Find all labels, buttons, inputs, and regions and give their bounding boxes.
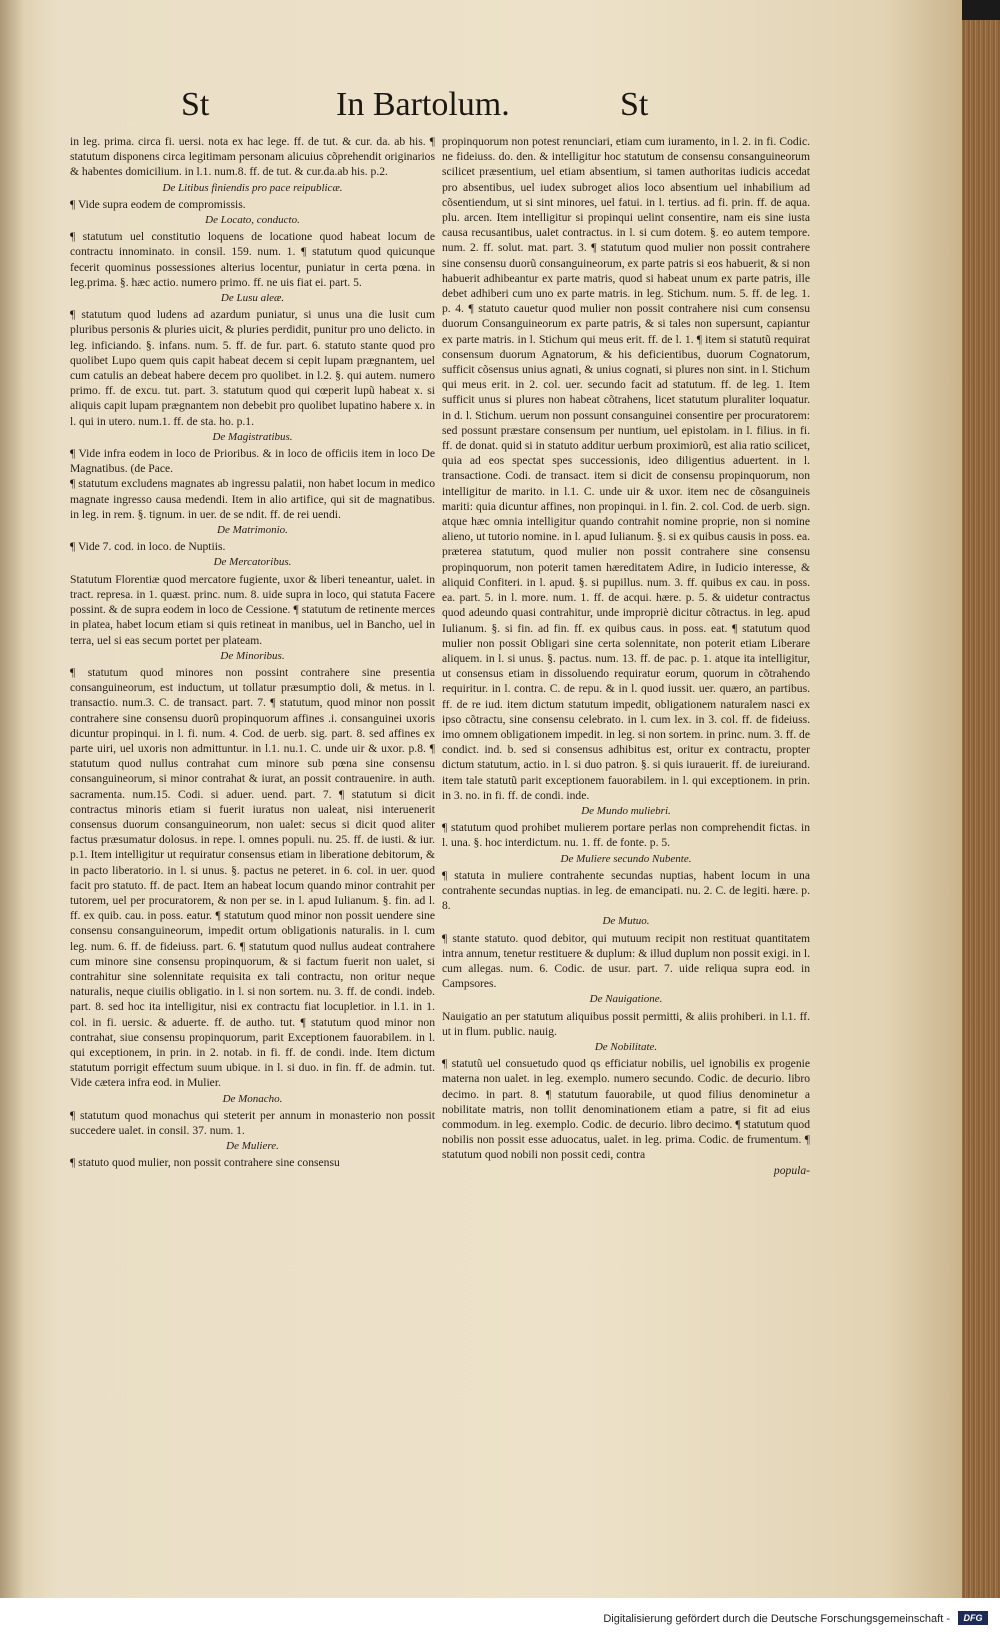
paragraph: ¶ Vide supra eodem de compromissis. [70, 197, 246, 211]
paragraph: ¶ stante statuto. quod debitor, qui mutuum recipit non restituat quantitatem intra annum, tenetur restituere & duplum: & illud duplum non possit exigi. in l. cum allegas. num. 6. Codic. de usur. part. 7. uide reliqua supra eod. in Campsores. [442, 931, 810, 991]
running-header [0, 86, 962, 136]
paragraph: ¶ Vide 7. cod. in loco. de Nuptiis. [70, 540, 226, 554]
header-right-letters: St [620, 86, 649, 123]
paragraph: Nauigatio an per statutum aliquibus possit permitti, & aliis prohiberi. in l.1. ff. ut in flum. public. nauig. [442, 1009, 810, 1038]
header-title: In Bartolum. [336, 86, 510, 123]
paragraph: ¶ statutum quod prohibet mulierem portare perlas non comprehendit fictas. in l. una. §. hoc interdictum. nu. 1. ff. de fonte. p. 5. [442, 821, 810, 850]
spine-shadow [0, 0, 24, 1598]
section-heading: De Muliere. [226, 1140, 279, 1153]
section-heading: De Locato, conducto. [205, 214, 300, 227]
paragraph: ¶ statutum quod monachus qui steterit per annum in monasterio non possit succedere ualet. in consil. 37. num. 1. [70, 1108, 435, 1137]
footer-credit: Digitalisierung gefördert durch die Deutsche Forschungsgemeinschaft - [603, 1613, 950, 1625]
paragraph: propinquorum non potest renunciari, etiam cum iuramento, in l. 2. in fi. Codic. ne fideiuss. do. den. & intelligitur hoc statutum de consensu consanguineorum scilicet præsentium, uel etiam absentium, si tamen authoritas iudicis accedat pro absentibus, uel iudex subroget alios loco absentium uel inhabilium ad cõsentiendum, ut si sint minores, uel fatui. in l. tertius. ad fi. prin. ff. de aqua. plu. arcen. Item intelligitur si propinqui uelint consentire, nam eis sine iusta causa recusantibus, ualet contractus. in l. si cum dotem. §. eo autem tempore. num. 2. ff. solut. mat. part. 3. ¶ statutum quod mulier non possit contrahere sine consensu duorũ consanguineorum, ex parte patris si eos habuerit, & si non habuerit adhibeantur ex parte matris, quod si habeat unum ex parte patris, ille debet adhiberi cum uno ex parte matris. in leg. Stichum. num. 5. ff. de leg. 1. p. 4. ¶ statuto cauetur quod mulier non possit contrahere nisi cum consensu duorum Consanguineorum ex parte patris, & si tales non supersunt, capiantur ex parte matris. in l. Stichum qui meus erit. ff. de l. 1. ¶ item si statutũ requirat consensum duorum Agnatorum, & his deficientibus, duorum Cognatorum, sufficit cõsensus unius agnati, & unius cognati, si plures non sint. in l. Stichum qui meus erit. in 2. col. uer. secundo facit ad statutum. ff. de leg. 1. Item sufficit unus si plures non habeat cõtrahens, licet statutum pluraliter loquatur. in d. l. Stichum. uerum non possunt consanguinei consentire per procuratorem: sed possunt præstare consensum per nuntium, uel epistolam. in l. filius. in fi. ff. de donat. quid si in statuto additur uerbum proximiorũ, est alia ratio scilicet, quia ad eos spectat spes successionis, ideo diligentius aduertent. in l. transactione. Codi. de transact. item si dicit de consensu propinquorum, non intelligitur de marito. in l.1. C. unde uir & uxor. item nec de cõsanguineis mariti: quia dicuntur affines, non propinqui. in l. fin. 2. col. Cod. de uerb. sign. atque hæc omnia intelligitur quando contrahit nomine proprie, non si nomine alieno, ut tutorio nomine. in l. apud Iulianum. §. si ex quibus causis in poss. ea. præterea statutum, quod mulier non possit contrahere sine consensu propinquorum, non poterit tamen hæreditatem Adire, in Iudicio interesse, & aliquid Confiteri. in l. apud. §. si pupillus. num. 3. ff. quibus ex cau. in poss. ea. part. 5. in l. more. num. 1. ff. de acqui. hære. p. 5. & uidetur contractus quod adeundo quasi contrahitur, unde impropriè dicitur cõtractus. in leg. apud Iulianum. §. si fin. ad fin. ff. ex quibus caus. in poss. eat. ¶ statutum quod mulier non possit Obligari sine certa solennitate, non poterit etiam Liberare aliquem. in l. si unus. §. pactus. num. 13. ff. de pac. p. 1. atque ita intelligitur, ut consensus etiam in dissoluendo requiratur eorum, quorum in cõtrahendo requiritur. in l. contra. C. de repu. & in l. quod iussit. uer. quæro, an partibus. ff. de re iud. item dictum statutum impedit, obligationem naturalem nasci ex ipso cõtractu, sine consensu celebrato. in l. cum lex. in 3. col. ff. de fideiuss. imo omnem obligationem impedit. in leg. si non sortem. in princ. num. 3. ff. de condict. ind. b. sed si consensus adhibitus est, oritur ex contractu, propter dictum statutum, actio. in l. si duo patron. §. si quis iurauerit. ff. de iureiurand. item tale statutũ parit exceptionem fauorabilem. in l. qui exceptionem. in prin. in 3. no. in fi. ff. de condi. inde. [442, 135, 810, 802]
section-heading: De Nauigatione. [589, 993, 663, 1006]
catchword: popula- [773, 1163, 810, 1177]
section-heading: De Lusu aleæ. [220, 292, 285, 305]
paragraph: ¶ statutum quod minores non possint contrahere sine presentia consanguineorum, est inductum, ut tollatur præsumptio doli, & metus. in l. transactio. num.3. C. de transact. part. 7. ¶ statutum, quod minor non possit contrahere sine consensu duorũ propinquorum affines .i. consanguinei uxoris dicuntur propinqui. in l. fi. num. 4. Cod. de uerb. sig. part. 8. sed affines ex parte uiri, uel uxoris non admittuntur. in l.1. nu.1. C. unde uir & uxor. p.8. ¶ statutum quod nullus contrahat cum minore sub pœna sine consensu consanguineorum, si minor contrahat & iurat, an possit contrauenire. in auth. sacramenta. num.15. Codi. si aduer. uend. part. 7. ¶ statutum si dicit contractus minoris etiam si fuerit iuratus non ualeat, nisi interuenerit consensus duorum consanguineorum, non ualet: secus si dicit quod aliter factus præsumatur dolosus. in repe. l. omnes populi. nu. 25. ff. de iusti. & iur. p.1. Item intelligitur ut requiratur consensus etiam in liberatione debitorum, & in pacto liberatorio. in l. si unus. §. pactus ne peteret. in 6. col. in uer. quod facit pro statuto. ff. de pact. Item an habeat locum quando minor contrahit per tutorem, uel per procuratorem, & non per se. in l. apud Iulianum. §. fin. ad l. ff. ex quib. cau. in poss. eatur. ¶ statutum quod minor non possit uendere sine consensu consanguineorum, impedit ortum obligationis naturalis. in l. cum leg. num. 6. ff. de fideiuss. part. 6. ¶ statutum quod nullus audeat contrahere cum minore sine consensu propinquorum, & si factum fuerit non ualet, si contrahitur sine solennitate requisita ex tali contractu, non oritur neque naturalis, neque ciuilis obligatio. in l. si non sortem. nu. 3. ff. de condi. indeb. part. 8. sed hoc ita intelligitur, nisi ex contractu fiat locupletior. in l.1. in 1. col. in fi. uersic. & aduerte. ff. de autho. tut. ¶ statutum quod minor non contrahat, siue consensu propinquorum, parit Exceptionem fauorabilem. in l. qui exceptionem, in prin. in 2. notab. in fi. ff. de condi. inde. Item dictum statutum porrigit effectum suum ubique. in l. si duo. in fin. ff. de admin. tut. Vide cætera infra eod. in Mulier. [70, 665, 435, 1090]
section-heading: De Magistratibus. [212, 430, 293, 443]
left-column [70, 134, 435, 1171]
paragraph: ¶ statuta in muliere contrahente secundas nuptias, habent locum in una contrahente secundas nuptias. in leg. de emancipati. nu. 2. C. de legiti. hære. p. 8. [442, 868, 810, 913]
section-heading: De Monacho. [222, 1092, 283, 1105]
header-left-letters: St [181, 86, 210, 123]
paragraph: ¶ Vide infra eodem in loco de Prioribus. & in loco de officiis item in loco De Magnatibus. (de Pace. [70, 447, 435, 476]
section-heading: De Mutuo. [602, 915, 650, 928]
section-heading: De Nobilitate. [594, 1040, 658, 1053]
section-heading: De Matrimonio. [217, 524, 288, 537]
book-fore-edge [962, 20, 1000, 1598]
paragraph: ¶ statutum uel constitutio loquens de locatione quod habeat locum de contractu innominato. in consil. 159. num. 1. ¶ statutum quod quicunque fecerit quominus possessiones alterius locentur, puniatur in certa pœna. in leg.prima. §. hæc actio. numero primo. ff. ne uis fiat ei. part. 5. [70, 230, 435, 289]
section-heading: De Mercatoribus. [213, 556, 292, 569]
section-heading: De Litibus finiendis pro pace reipublicæ. [162, 181, 343, 194]
section-heading: De Minoribus. [220, 649, 285, 662]
paragraph: Statutum Florentiæ quod mercatore fugiente, uxor & liberi teneantur, ualet. in tract. represa. in 1. quæst. princ. num. 8. uide supra in loco, qui statuta Facere possint. & de supra eodem in loco de Cessione. ¶ statutum de retinente merces in platea, habet locum etiam si quis retineat in manibus, uel in Bancho, uel in terra, uel si eas secum portet per plateam. [70, 572, 435, 647]
paragraph: ¶ statuto quod mulier, non possit contrahere sine consensu [70, 1156, 340, 1170]
section-heading: De Mundo muliebri. [581, 804, 671, 817]
digitization-footer [0, 1598, 1000, 1635]
paragraph: ¶ statutum quod ludens ad azardum puniatur, si unus una die lusit cum pluribus personis & pluries uicit, & pluries perdidit, punitur pro uno delicto. in leg. inficiando. §. infans. num. 5. ff. de fur. part. 6. statuto stante quod pro quolibet Lupo quem quis capit habeat decem si cepit lupam prægnantem, uel cum catulis an debeat habere decem pro quolibet. in l.2. §. qui autem. numero primo. ff. de excu. tut. part. 3. statutum quod qui cœperit lupũ habeat x. si aliquis capit lupam prægnantem non debebit pro quolibet lupatino habere x. in l. qui in utero. num.1. ff. de sta. ho. p.1. [70, 308, 435, 428]
right-column [442, 134, 810, 1178]
paragraph: ¶ statutũ uel consuetudo quod qs efficiatur nobilis, uel ignobilis ex progenie materna non ualet. in leg. exemplo. numero secundo. Codic. de decurio. libro decimo. in part. 8. ¶ statutum fauorabile, ut quod filius denominetur a nobilitate matris, non tollit denominationem etiam a patre, si fit ad eius commodum. in leg. exemplo. Codic. de decurio. libro decimo. ¶ statutum quod nobilis non possit esse aduocatus, ualet. in leg. prima. Codic. de frumentum. ¶ statutum quod nobili non possit cedi, contra [442, 1057, 810, 1162]
section-heading: De Muliere secundo Nubente. [560, 852, 692, 865]
paragraph: ¶ statutum excludens magnates ab ingressu palatii, non habet locum in medico magnate ingresso causa medendi. Item in alio artifice, qui sit de magnatibus. in leg. in rem. §. tignum. in uer. de se ndit. ff. de rei uendi. [70, 477, 435, 521]
paragraph: in leg. prima. circa fi. uersi. nota ex hac lege. ff. de tut. & cur. da. ab his. ¶ statutum disponens circa legitimam personam alicuius cõprehendit originarios & habentes domicilium. in l.1. num.8. ff. de tut. & cur.da.ab his. p.2. [70, 135, 435, 179]
dfg-logo: DFG [958, 1611, 988, 1625]
